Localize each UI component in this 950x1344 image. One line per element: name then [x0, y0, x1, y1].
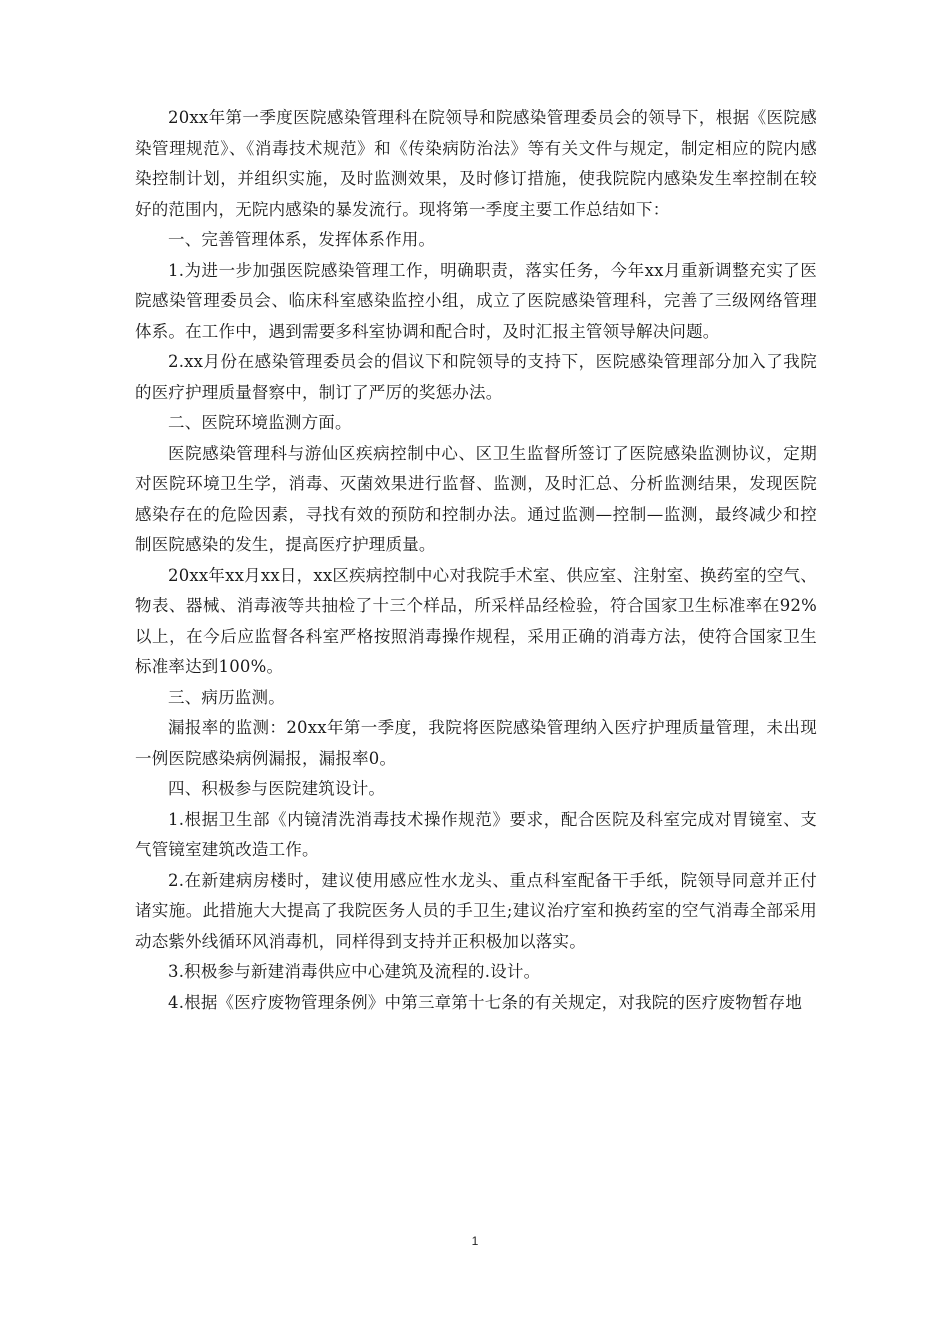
body-paragraph: 医院感染管理科与游仙区疾病控制中心、区卫生监督所签订了医院感染监测协议，定期对医院环境卫生学，消毒、灭菌效果进行监督、监测，及时汇总、分析监测结果，发现医院感染存在的危险因素，寻找有效的预防和控制办法。通过监测—控制—监测，最终减少和控制医院感染的发生，提高医疗护理质量。 [135, 443, 817, 554]
document-body [135, 103, 817, 1018]
body-paragraph: 漏报率的监测：20xx年第一季度，我院将医院感染管理纳入医疗护理质量管理，未出现一例医院感染病例漏报，漏报率0。 [135, 718, 817, 768]
page-number: 1 [471, 1234, 479, 1248]
section-heading-4: 四、积极参与医院建筑设计。 [168, 779, 386, 798]
body-paragraph: 2.在新建病房楼时，建议使用感应性水龙头、重点科室配备干手纸，院领导同意并正付诸实施。此措施大大提高了我院医务人员的手卫生;建议治疗室和换药室的空气消毒全部采用动态紫外线循环风消毒机，同样得到支持并正积极加以落实。 [135, 870, 817, 951]
body-paragraph: 1.为进一步加强医院感染管理工作，明确职责，落实任务，今年xx月重新调整充实了医院感染管理委员会、临床科室感染监控小组，成立了医院感染管理科，完善了三级网络管理体系。在工作中，遇到需要多科室协调和配合时，及时汇报主管领导解决问题。 [135, 260, 817, 341]
section-heading-2: 二、医院环境监测方面。 [168, 413, 352, 432]
section-heading-3: 三、病历监测。 [168, 687, 285, 707]
body-paragraph: 1.根据卫生部《内镜清洗消毒技术操作规范》要求，配合医院及科室完成对胃镜室、支气管镜室建筑改造工作。 [135, 809, 817, 859]
intro-paragraph: 20xx年第一季度医院感染管理科在院领导和院感染管理委员会的领导下，根据《医院感染管理规范》、《消毒技术规范》和《传染病防治法》等有关文件与规定，制定相应的院内感染控制计划，并组织实施，及时监测效果，及时修订措施，使我院院内感染发生率控制在较好的范围内，无院内感染的暴发流行。现将第一季度主要工作总结如下： [135, 108, 817, 219]
body-paragraph: 4.根据《医疗废物管理条例》中第三章第十七条的有关规定，对我院的医疗废物暂存地 [168, 992, 803, 1012]
body-paragraph: 3.积极参与新建消毒供应中心建筑及流程的.设计。 [168, 962, 541, 981]
section-heading-1: 一、完善管理体系，发挥体系作用。 [168, 230, 436, 249]
body-paragraph: 20xx年xx月xx日，xx区疾病控制中心对我院手术室、供应室、注射室、换药室的空气、物表、器械、消毒液等共抽检了十三个样品，所采样品经检验，符合国家卫生标准率在92%以上，在今后应监督各科室严格按照消毒操作规程，采用正确的消毒方法，使符合国家卫生标准率达到100%。 [135, 565, 817, 676]
body-paragraph: 2.xx月份在感染管理委员会的倡议下和院领导的支持下，医院感染管理部分加入了我院的医疗护理质量督察中，制订了严厉的奖惩办法。 [135, 352, 817, 402]
